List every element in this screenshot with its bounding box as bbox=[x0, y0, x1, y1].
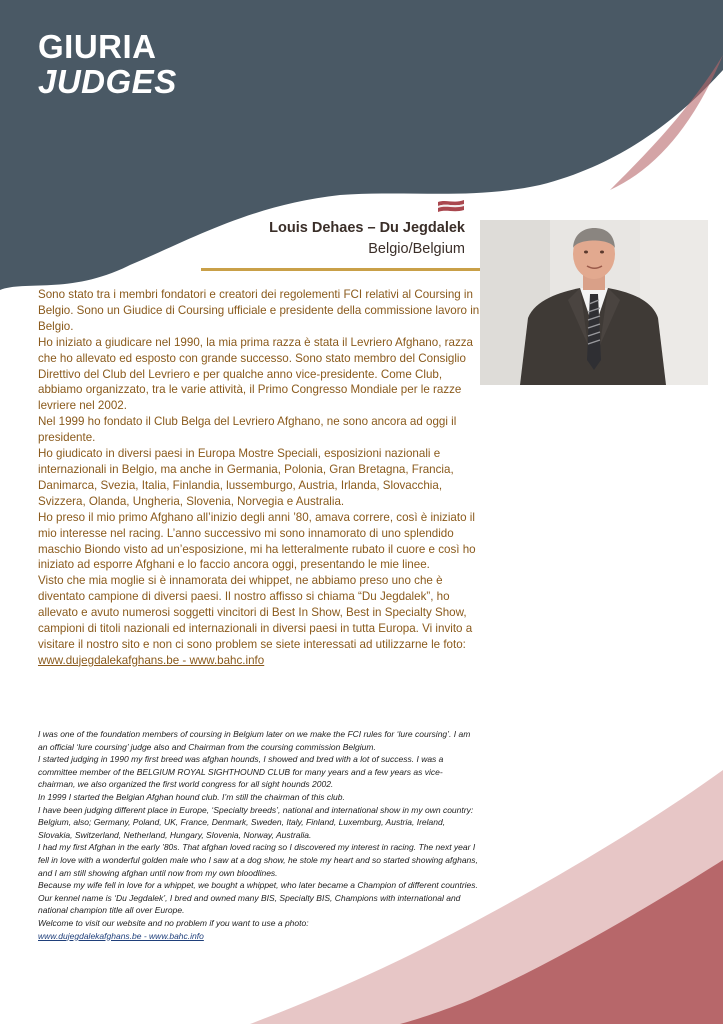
italian-website-link[interactable]: www.dujegdalekafghans.be - www.bahc.info bbox=[38, 653, 265, 667]
italian-paragraph: Sono stato tra i membri fondatori e creatori dei regolementi FCI relativi al Coursing in Belgio. Sono un Giudice di Coursing ufficiale e presidente della commissione lavoro in Belgio. bbox=[38, 288, 480, 333]
italian-biography bbox=[38, 287, 483, 669]
english-paragraph: I started judging in 1990 my first breed was afghan hounds, I showed and bred with a lot of success. I was a committee member of the BELGIUM ROYAL SIGHTHOUND CLUB for many years and a few years as vice-chairman, we also organized the first world congress for all sight hounds 2002. bbox=[38, 754, 444, 790]
english-paragraph: In 1999 I started the Belgian Afghan hound club. I’m still the chairman of this club. bbox=[38, 791, 345, 802]
italian-paragraph: Nel 1999 ho fondato il Club Belga del Levriero Afghano, ne sono ancora ad oggi il presidente. bbox=[38, 415, 457, 445]
english-biography bbox=[38, 728, 478, 942]
english-paragraph: Welcome to visit our website and no problem if you want to use a photo: bbox=[38, 917, 309, 928]
judge-country: Belgio/Belgium bbox=[368, 241, 465, 257]
english-paragraph: Our kennel name is ‘Du Jegdalek’, I bred and owned many BIS, Specialty BIS, Champions with international and national champion title all over Europe. bbox=[38, 892, 461, 916]
english-paragraph: I was one of the foundation members of coursing in Belgium later on we make the FCI rules for ‘lure coursing’. I am an official ‘lure coursing’ judge also and Chairman from the coursing commission Belgium. bbox=[38, 729, 471, 752]
page-title bbox=[38, 30, 177, 98]
title-line-english: JUDGES bbox=[38, 63, 177, 100]
english-website-link[interactable]: www.dujegdalekafghans.be - www.bahc.info bbox=[38, 930, 204, 941]
title-line-italian: GIURIA bbox=[38, 28, 157, 65]
divider-line bbox=[201, 268, 481, 271]
italian-paragraph: Ho preso il mio primo Afghano all’inizio degli anni ’80, amava correre, così è iniziato il mio interesse nel racing. L’anno successivo mi sono innamorato di uno splendido maschio Biondo visto ad un’esposizione, mi ha letteralmente rubato il cuore e così ho iniziato ad esporre Afghani e lo faccio ancora oggi, presentando le mie linee. bbox=[38, 510, 476, 572]
judge-name: Louis Dehaes – Du Jegdalek bbox=[269, 220, 465, 236]
latvia-flag-icon bbox=[438, 199, 464, 213]
english-paragraph: I had my first Afghan in the early ’80s. That afghan loved racing so I discovered my interest in racing. The next year I fell in love with a wonderful golden male who I saw at a dog show, he stole my heart and so started showing afghans, and I am still showing afghan until now from my own bloodlines. bbox=[38, 842, 478, 878]
italian-paragraph: Ho giudicato in diversi paesi in Europa Mostre Speciali, esposizioni nazionali e internazionali in Belgio, ma anche in Germania, Polonia, Gran Bretagna, Francia, Danimarca, Svezia, Italia, Finlandia, lussemburgo, Austria, Irlanda, Slovacchia, Svizzera, Olanda, Ungheria, Slovenia, Norvegia e Australia. bbox=[38, 447, 454, 508]
english-paragraph: Because my wife fell in love for a whippet, we bought a whippet, who later became a Champion of different countries. bbox=[38, 880, 478, 891]
english-paragraph: I have been judging different place in Europe, ‘Specialty breeds’, national and international show in my own country: Belgium, also; Germany, Poland, UK, France, Denmark, Sweden, Italy, Finland, Luxemburg, Austria, Ireland, Slovakia, Switzerland, Netherland, Hungary, Slovenia, Norway, Australia. bbox=[38, 804, 474, 840]
judge-portrait-photo bbox=[480, 220, 708, 385]
italian-paragraph: Ho iniziato a giudicare nel 1990, la mia prima razza è stata il Levriero Afghano, razza che ho allevato ed esposto con grande successo. Sono stato membro del Consiglio Direttivo del Club del Levriero e per qualche anno vice-presidente. Come Club, abbiamo organizzato, tra le varie attività, il Primo Congresso Mondiale per le razze levriere nel 2002. bbox=[38, 335, 473, 413]
italian-paragraph: Visto che mia moglie si è innamorata dei whippet, ne abbiamo preso uno che è diventato campione di diversi paesi. Il nostro affisso si chiama “Du Jegdalek”, ho allevato e avuto numerosi soggetti vincitori di Best In Show, Best in Specialty Show, campioni di titoli nazionali ed internazionali in diversi paesi in tutta Europa. Vi invito a visitare il nostro sito e non ci sono problem se siete interessati ad utilizzarne le foto: bbox=[38, 574, 473, 651]
